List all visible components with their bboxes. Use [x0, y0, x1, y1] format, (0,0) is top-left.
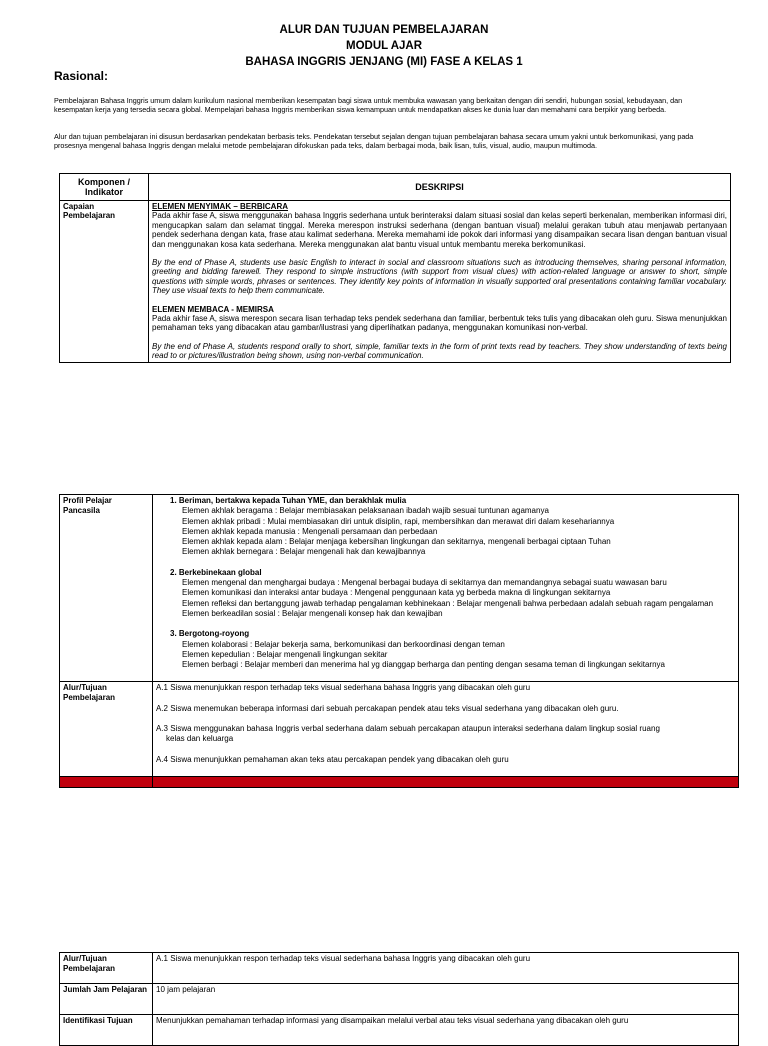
profil-item: Elemen refleksi dan bertanggung jawab terhadap pengalaman kebhinekaan : Belajar mengenali bahwa perbedaan adalah sebuah ragam pengalaman [182, 598, 714, 608]
elemen-membaca-id: Pada akhir fase A, siswa merespon secara lisan terhadap teks pendek sederhana dan familiar, berbentuk teks tulis yang dibacakan oleh guru. Siswa menunjukkan pemahaman teks yang dibacakan atau gambar/ilustrasi yang diperlihatkan padanya, menggunakan komunikasi non-verbal. [152, 314, 728, 333]
capaian-label: Capaian Pembelajaran [60, 201, 149, 363]
deskripsi-header: DESKRIPSI [149, 174, 731, 201]
profil-item: Elemen akhlak beragama : Belajar membiasakan pelaksanaan ibadah wajib sesuai tuntunan agamanya [182, 506, 549, 516]
doc-title: ALUR DAN TUJUAN PEMBELAJARAN [279, 24, 489, 36]
goal-text-continued: kelas dan keluarga [166, 734, 234, 744]
accent-row [60, 776, 739, 787]
goal-text: A.4 Siswa menunjukkan pemahaman akan teks atau percakapan pendek yang dibacakan oleh guru [156, 754, 509, 764]
profil-item: Elemen berbagi : Belajar memberi dan menerima hal yg dianggap berharga dan penting dengan sesama teman di lingkungan sekitarnya [182, 660, 665, 670]
alur-value: A.1 Siswa menunjukkan respon terhadap teks visual sederhana bahasa Inggris yang dibacakan oleh guru [153, 953, 739, 984]
profil-item: Elemen akhlak kepada alam : Belajar menjaga kebersihan lingkungan dan sekitarnya, mengenali berbagai ciptaan Tuhan [182, 537, 611, 547]
profil-alur-table [59, 494, 739, 788]
profil-item: Elemen akhlak pribadi : Mulai membiasakan diri untuk disiplin, rapi, membersihkan dan merawat diri dalam kesehariannya [182, 516, 615, 526]
elemen-menyimak-title: ELEMEN MENYIMAK – BERBICARA [152, 202, 289, 211]
goal-item [156, 683, 735, 693]
profil-section-title: 2. Berkebinekaan global [170, 567, 262, 577]
rasional-paragraph-2: Alur dan tujuan pembelajaran ini disusun berdasarkan pendekatan berbasis teks. Pendekatan tersebut sejalan dengan tujuan pembelajaran bahasa secara umum yakni untuk berkomunikasi, yang pada prosesnya mengenal bahasa Inggris dengan melalui metode pembelajaran difokuskan pada teks, dalam berbagai moda, baik lisan, tulis, visual, audio, maupun multimoda. [54, 132, 694, 150]
goal-text: A.1 Siswa menunjukkan respon terhadap teks visual sederhana bahasa Inggris yang dibacakan oleh guru [156, 683, 531, 693]
profil-section-title: 3. Bergotong-royong [170, 629, 250, 639]
alur-label: Alur/Tujuan Pembelajaran [60, 682, 153, 776]
document-header [0, 22, 768, 70]
doc-subtitle-module: MODUL AJAR [345, 40, 423, 52]
tujuan-detail-table [59, 952, 739, 1046]
profil-item: Elemen kepedulian : Belajar mengenali lingkungan sekitar [182, 649, 388, 659]
accent-cell-left [60, 776, 153, 787]
identifikasi-label: Identifikasi Tujuan [60, 1015, 153, 1046]
alur-description [153, 682, 739, 776]
table-row [60, 495, 739, 682]
table-row [60, 984, 739, 1015]
elemen-menyimak-id: Pada akhir fase A, siswa menggunakan bahasa Inggris sederhana untuk berinteraksi dalam situasi sosial dan kelas seperti berkenalan, memberikan informasi diri, mengucapkan salam dan selamat tinggal. Mereka merespon instruksi sederhana (dengan bantuan visual) melalui gerakan tubuh atau menjawab pertanyaan pendek sederhana dengan kata, frase atau kalimat sederhana. Mereka memahami ide pokok dari informasi yang disampaikan secara lisan dengan bantuan visual dan menggunakan kosa kata sederhana. Mereka menggunakan alat bantu visual untuk membantu mereka berkomunikasi. [152, 211, 727, 249]
profil-label: Profil Pelajar Pancasila [60, 495, 153, 682]
capaian-description [149, 201, 731, 363]
alur-label: Alur/Tujuan Pembelajaran [60, 953, 153, 984]
profil-item: Elemen berkeadilan sosial : Belajar mengenali konsep hak dan kewajiban [182, 608, 443, 618]
goal-text: A.2 Siswa menemukan beberapa informasi dari sebuah percakapan pendek atau teks visual sederhana yang dibacakan oleh guru. [156, 703, 619, 713]
jam-value: 10 jam pelajaran [153, 984, 739, 1015]
profil-item: Elemen kolaborasi : Belajar bekerja sama, berkomunikasi dan berkoordinasi dengan teman [182, 639, 505, 649]
goal-item [156, 704, 735, 714]
accent-cell-right [153, 776, 739, 787]
table-row [60, 682, 739, 776]
elemen-membaca-title: ELEMEN MEMBACA - MEMIRSA [152, 304, 274, 314]
capaian-table [59, 173, 731, 363]
rasional-heading: Rasional: [54, 69, 109, 83]
jam-label: Jumlah Jam Pelajaran [60, 984, 153, 1015]
table-row [60, 1015, 739, 1046]
profil-item: Elemen mengenal dan menghargai budaya : Mengenal berbagai budaya di sekitarnya dan memandangnya sebagai suatu wawasan baru [182, 578, 667, 588]
table-row [60, 201, 731, 363]
profil-item: Elemen komunikasi dan interaksi antar budaya : Mengenal penggunaan kata yg berbeda makna di lingkungan sekitarnya [182, 588, 611, 598]
goal-text: A.3 Siswa menggunakan bahasa Inggris verbal sederhana dalam sebuah percakapan ataupun interaksi sederhana dalam lingkup sosial ruang [156, 724, 660, 734]
identifikasi-value: Menunjukkan pemahaman terhadap informasi yang disampaikan melalui verbal atau teks visual sederhana yang dibacakan oleh guru [153, 1015, 739, 1046]
rasional-paragraph-1: Pembelajaran Bahasa Inggris umum dalam kurikulum nasional memberikan kesempatan bagi siswa untuk membuka wawasan yang berkaitan dengan diri sendiri, hubungan sosial, kebudayaan, dan kesempatan kerja yang tersedia secara global. Mempelajari bahasa Inggris memberikan siswa kemampuan untuk mendapatkan akses ke dunia luar dan memahami cara berpikir yang berbeda. [54, 96, 683, 114]
profil-item: Elemen akhlak bernegara : Belajar mengenali hak dan kewajibannya [182, 547, 426, 557]
profil-description [153, 495, 739, 682]
table-header-row [60, 174, 731, 201]
elemen-membaca-en: By the end of Phase A, students respond orally to short, simple, familiar texts in the form of print texts read by teachers. They show understanding of texts being read to or pictures/illustration being shown, using non-verbal communication. [152, 341, 727, 361]
profil-item: Elemen akhlak kepada manusia : Mengenali persamaan dan perbedaan [182, 526, 438, 536]
goal-item [156, 755, 735, 765]
profil-section-title: 1. Beriman, bertakwa kepada Tuhan YME, dan berakhlak mulia [170, 496, 407, 505]
table-row [60, 953, 739, 984]
komponen-header: Komponen / Indikator [60, 174, 149, 201]
doc-subtitle-class: BAHASA INGGRIS JENJANG (MI) FASE A KELAS 1 [245, 56, 523, 68]
elemen-menyimak-en: By the end of Phase A, students use basic English to interact in social and classroom situations such as introducing themselves, sharing personal information, greeting and bidding farewell. They respond to simple instructions (with support from visual clues) with action-related language or answer to short, simple questions with simple words, phrases or sentences. They identify key points of information in visually supported oral presentations containing familiar vocabulary. They use visual texts to help them communicate. [152, 258, 727, 296]
goal-item [156, 724, 735, 745]
